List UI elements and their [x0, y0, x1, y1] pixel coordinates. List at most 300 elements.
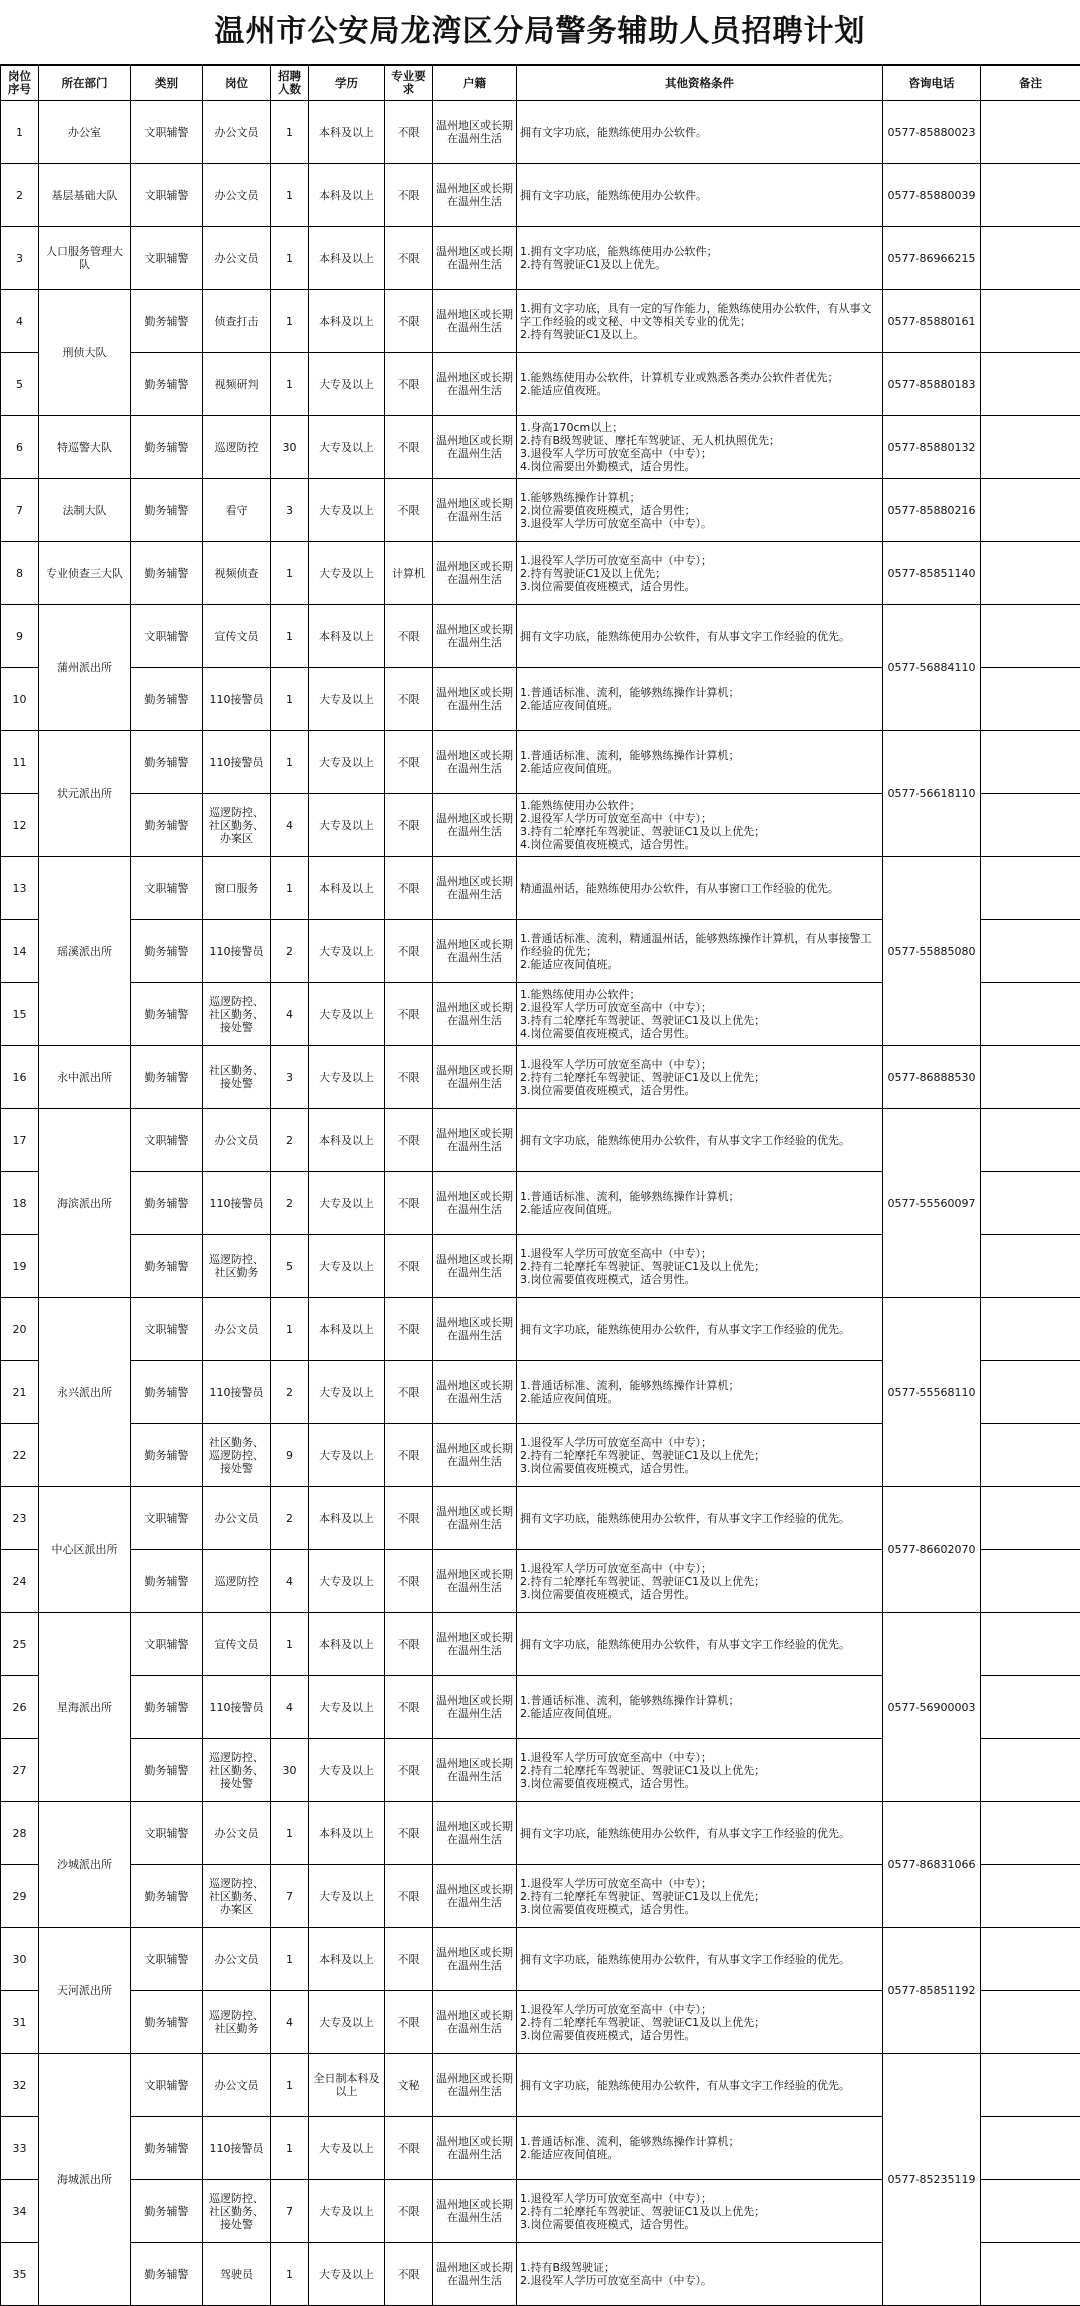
row-major: 不限: [385, 164, 433, 227]
row-post: 办公文员: [203, 1298, 271, 1361]
row-note: [981, 1739, 1080, 1802]
table-row: [1, 1487, 1080, 1550]
row-hukou: 温州地区或长期在温州生活: [433, 2243, 517, 2306]
row-major: 不限: [385, 1298, 433, 1361]
row-edu: 大专及以上: [309, 479, 385, 542]
row-note: [981, 164, 1080, 227]
row-num: 2: [271, 920, 309, 983]
row-major: 不限: [385, 101, 433, 164]
row-post: 110接警员: [203, 1676, 271, 1739]
row-category: 勤务辅警: [131, 1235, 203, 1298]
row-major: 不限: [385, 1676, 433, 1739]
row-seq: 26: [1, 1676, 39, 1739]
row-note: [981, 2180, 1080, 2243]
row-note: [981, 353, 1080, 416]
row-category: 勤务辅警: [131, 1424, 203, 1487]
row-hukou: 温州地区或长期在温州生活: [433, 1487, 517, 1550]
row-edu: 本科及以上: [309, 857, 385, 920]
row-phone: 0577-85880132: [883, 416, 981, 479]
row-num: 9: [271, 1424, 309, 1487]
row-hukou: 温州地区或长期在温州生活: [433, 1172, 517, 1235]
row-note: [981, 1550, 1080, 1613]
row-req: 1.普通话标准、流利，能够熟练操作计算机； 2.能适应夜间值班。: [517, 1172, 883, 1235]
row-seq: 1: [1, 101, 39, 164]
row-req: 1.退役军人学历可放宽至高中（中专）； 2.持有二轮摩托车驾驶证、驾驶证C1及以上优先； 3.岗位需要值夜班模式，适合男性。: [517, 1865, 883, 1928]
row-hukou: 温州地区或长期在温州生活: [433, 1550, 517, 1613]
row-req: 1.拥有文字功底，能熟练使用办公软件； 2.持有驾驶证C1及以上优先。: [517, 227, 883, 290]
row-dept: 海滨派出所: [39, 1109, 131, 1298]
row-num: 4: [271, 1991, 309, 2054]
row-edu: 全日制本科及以上: [309, 2054, 385, 2117]
row-edu: 本科及以上: [309, 227, 385, 290]
row-post: 视频侦查: [203, 542, 271, 605]
row-major: 不限: [385, 1739, 433, 1802]
row-dept: 特巡警大队: [39, 416, 131, 479]
row-edu: 本科及以上: [309, 1802, 385, 1865]
row-dept: 永兴派出所: [39, 1298, 131, 1487]
row-category: 勤务辅警: [131, 1865, 203, 1928]
row-dept: 办公室: [39, 101, 131, 164]
row-post: 110接警员: [203, 2117, 271, 2180]
row-phone: 0577-85880216: [883, 479, 981, 542]
row-post: 110接警员: [203, 920, 271, 983]
row-req: 1.能熟练使用办公软件，计算机专业或熟悉各类办公软件者优先； 2.能适应值夜班。: [517, 353, 883, 416]
row-major: 不限: [385, 290, 433, 353]
row-hukou: 温州地区或长期在温州生活: [433, 920, 517, 983]
row-num: 4: [271, 1676, 309, 1739]
row-num: 1: [271, 1613, 309, 1676]
row-hukou: 温州地区或长期在温州生活: [433, 1424, 517, 1487]
row-seq: 12: [1, 794, 39, 857]
row-note: [981, 1928, 1080, 1991]
row-hukou: 温州地区或长期在温州生活: [433, 1991, 517, 2054]
table-row: [1, 227, 1080, 290]
row-req: 拥有文字功底，能熟练使用办公软件，有从事文字工作经验的优先。: [517, 1298, 883, 1361]
row-hukou: 温州地区或长期在温州生活: [433, 605, 517, 668]
row-phone: 0577-85880039: [883, 164, 981, 227]
row-num: 4: [271, 983, 309, 1046]
row-req: 1.能够熟练操作计算机； 2.岗位需要值夜班模式，适合男性； 3.退役军人学历可放宽至高中（中专）。: [517, 479, 883, 542]
row-edu: 本科及以上: [309, 605, 385, 668]
row-edu: 大专及以上: [309, 731, 385, 794]
row-edu: 大专及以上: [309, 794, 385, 857]
row-post: 办公文员: [203, 227, 271, 290]
row-seq: 24: [1, 1550, 39, 1613]
row-category: 勤务辅警: [131, 2180, 203, 2243]
row-hukou: 温州地区或长期在温州生活: [433, 353, 517, 416]
row-major: 不限: [385, 983, 433, 1046]
row-hukou: 温州地区或长期在温州生活: [433, 1361, 517, 1424]
row-post: 宣传文员: [203, 605, 271, 668]
row-major: 计算机: [385, 542, 433, 605]
row-major: 不限: [385, 857, 433, 920]
row-category: 勤务辅警: [131, 1991, 203, 2054]
row-edu: 大专及以上: [309, 1172, 385, 1235]
header-seq: 岗位序号: [1, 66, 39, 101]
row-note: [981, 1361, 1080, 1424]
row-post: 巡逻防控、社区勤务、接处警: [203, 1739, 271, 1802]
row-edu: 大专及以上: [309, 1550, 385, 1613]
row-post: 办公文员: [203, 2054, 271, 2117]
row-post: 110接警员: [203, 1172, 271, 1235]
row-num: 1: [271, 1298, 309, 1361]
row-post: 巡逻防控、社区勤务、接处警: [203, 2180, 271, 2243]
row-note: [981, 1613, 1080, 1676]
row-num: 1: [271, 101, 309, 164]
row-hukou: 温州地区或长期在温州生活: [433, 479, 517, 542]
header-post: 岗位: [203, 66, 271, 101]
row-post: 办公文员: [203, 101, 271, 164]
row-num: 4: [271, 1550, 309, 1613]
row-major: 不限: [385, 1109, 433, 1172]
row-req: 1.普通话标准、流利，能够熟练操作计算机； 2.能适应夜间值班。: [517, 2117, 883, 2180]
row-hukou: 温州地区或长期在温州生活: [433, 794, 517, 857]
row-note: [981, 1172, 1080, 1235]
row-num: 1: [271, 605, 309, 668]
row-dept: 刑侦大队: [39, 290, 131, 416]
row-phone: 0577-55560097: [883, 1109, 981, 1298]
row-seq: 13: [1, 857, 39, 920]
row-num: 1: [271, 731, 309, 794]
row-post: 办公文员: [203, 1109, 271, 1172]
row-hukou: 温州地区或长期在温州生活: [433, 2180, 517, 2243]
row-hukou: 温州地区或长期在温州生活: [433, 668, 517, 731]
row-phone: 0577-85851192: [883, 1928, 981, 2054]
row-seq: 14: [1, 920, 39, 983]
row-seq: 5: [1, 353, 39, 416]
row-req: 拥有文字功底，能熟练使用办公软件，有从事文字工作经验的优先。: [517, 2054, 883, 2117]
row-seq: 35: [1, 2243, 39, 2306]
row-major: 不限: [385, 1613, 433, 1676]
table-row: [1, 2054, 1080, 2117]
row-hukou: 温州地区或长期在温州生活: [433, 1739, 517, 1802]
row-req: 1.退役军人学历可放宽至高中（中专）； 2.持有二轮摩托车驾驶证、驾驶证C1及以上优先； 3.岗位需要值夜班模式，适合男性。: [517, 1235, 883, 1298]
row-dept: 中心区派出所: [39, 1487, 131, 1613]
row-category: 勤务辅警: [131, 1046, 203, 1109]
row-num: 1: [271, 2054, 309, 2117]
row-num: 30: [271, 416, 309, 479]
row-hukou: 温州地区或长期在温州生活: [433, 731, 517, 794]
header-hukou: 户籍: [433, 66, 517, 101]
row-edu: 大专及以上: [309, 2117, 385, 2180]
row-seq: 9: [1, 605, 39, 668]
row-major: 不限: [385, 605, 433, 668]
row-phone: 0577-85235119: [883, 2054, 981, 2306]
row-major: 不限: [385, 1550, 433, 1613]
row-note: [981, 605, 1080, 668]
row-req: 1.持有B级驾驶证； 2.退役军人学历可放宽至高中（中专）。: [517, 2243, 883, 2306]
row-category: 文职辅警: [131, 1109, 203, 1172]
row-major: 不限: [385, 2180, 433, 2243]
row-phone: 0577-55568110: [883, 1298, 981, 1487]
row-major: 文秘: [385, 2054, 433, 2117]
row-post: 驾驶员: [203, 2243, 271, 2306]
table-row: [1, 1802, 1080, 1865]
table-row: [1, 1298, 1080, 1361]
row-num: 1: [271, 542, 309, 605]
row-post: 110接警员: [203, 668, 271, 731]
row-category: 勤务辅警: [131, 479, 203, 542]
row-edu: 大专及以上: [309, 1424, 385, 1487]
row-note: [981, 1046, 1080, 1109]
row-num: 1: [271, 290, 309, 353]
row-post: 巡逻防控、社区勤务: [203, 1235, 271, 1298]
row-post: 巡逻防控: [203, 1550, 271, 1613]
row-category: 文职辅警: [131, 2054, 203, 2117]
row-post: 社区勤务、接处警: [203, 1046, 271, 1109]
row-note: [981, 1676, 1080, 1739]
header-phone: 咨询电话: [883, 66, 981, 101]
row-dept: 天河派出所: [39, 1928, 131, 2054]
row-num: 4: [271, 794, 309, 857]
row-req: 拥有文字功底，能熟练使用办公软件，有从事文字工作经验的优先。: [517, 1928, 883, 1991]
row-hukou: 温州地区或长期在温州生活: [433, 983, 517, 1046]
table-row: [1, 1928, 1080, 1991]
row-edu: 大专及以上: [309, 542, 385, 605]
row-req: 1.普通话标准、流利，能够熟练操作计算机； 2.能适应夜间值班。: [517, 731, 883, 794]
row-req: 拥有文字功底，能熟练使用办公软件，有从事文字工作经验的优先。: [517, 1109, 883, 1172]
row-note: [981, 290, 1080, 353]
header-category: 类别: [131, 66, 203, 101]
header-major: 专业要求: [385, 66, 433, 101]
header-req: 其他资格条件: [517, 66, 883, 101]
row-category: 勤务辅警: [131, 290, 203, 353]
row-seq: 6: [1, 416, 39, 479]
row-seq: 29: [1, 1865, 39, 1928]
row-num: 2: [271, 1109, 309, 1172]
row-req: 1.退役军人学历可放宽至高中（中专）； 2.持有二轮摩托车驾驶证、驾驶证C1及以上优先； 3.岗位需要值夜班模式，适合男性。: [517, 2180, 883, 2243]
row-seq: 34: [1, 2180, 39, 2243]
row-phone: 0577-55885080: [883, 857, 981, 1046]
row-phone: 0577-85880183: [883, 353, 981, 416]
row-seq: 30: [1, 1928, 39, 1991]
row-req: 1.退役军人学历可放宽至高中（中专）； 2.持有二轮摩托车驾驶证、驾驶证C1及以上优先； 3.岗位需要值夜班模式，适合男性。: [517, 1550, 883, 1613]
row-req: 精通温州话，能熟练使用办公软件，有从事窗口工作经验的优先。: [517, 857, 883, 920]
row-hukou: 温州地区或长期在温州生活: [433, 857, 517, 920]
row-phone: 0577-56618110: [883, 731, 981, 857]
row-edu: 大专及以上: [309, 2243, 385, 2306]
row-note: [981, 1865, 1080, 1928]
row-hukou: 温州地区或长期在温州生活: [433, 416, 517, 479]
row-category: 文职辅警: [131, 605, 203, 668]
row-edu: 本科及以上: [309, 164, 385, 227]
table-row: [1, 1109, 1080, 1172]
row-post: 巡逻防控、社区勤务: [203, 1991, 271, 2054]
row-category: 勤务辅警: [131, 983, 203, 1046]
row-note: [981, 479, 1080, 542]
row-num: 1: [271, 1802, 309, 1865]
row-hukou: 温州地区或长期在温州生活: [433, 1298, 517, 1361]
row-hukou: 温州地区或长期在温州生活: [433, 1802, 517, 1865]
row-major: 不限: [385, 1991, 433, 2054]
row-category: 勤务辅警: [131, 794, 203, 857]
row-req: 1.普通话标准、流利，能够熟练操作计算机； 2.能适应夜间值班。: [517, 1676, 883, 1739]
row-major: 不限: [385, 2117, 433, 2180]
header-row: [1, 66, 1080, 101]
row-seq: 17: [1, 1109, 39, 1172]
row-hukou: 温州地区或长期在温州生活: [433, 1046, 517, 1109]
row-edu: 大专及以上: [309, 416, 385, 479]
row-edu: 大专及以上: [309, 920, 385, 983]
row-edu: 大专及以上: [309, 353, 385, 416]
row-edu: 本科及以上: [309, 1613, 385, 1676]
row-post: 看守: [203, 479, 271, 542]
row-major: 不限: [385, 479, 433, 542]
row-req: 1.能熟练使用办公软件； 2.退役军人学历可放宽至高中（中专）； 3.持有二轮摩托车驾驶证、驾驶证C1及以上优先； 4.岗位需要值夜班模式，适合男性。: [517, 983, 883, 1046]
row-edu: 本科及以上: [309, 1109, 385, 1172]
row-category: 勤务辅警: [131, 668, 203, 731]
row-category: 勤务辅警: [131, 731, 203, 794]
row-dept: 瑶溪派出所: [39, 857, 131, 1046]
row-req: 拥有文字功底，能熟练使用办公软件，有从事文字工作经验的优先。: [517, 1613, 883, 1676]
row-edu: 本科及以上: [309, 290, 385, 353]
table-row: [1, 290, 1080, 353]
row-num: 30: [271, 1739, 309, 1802]
row-num: 2: [271, 1361, 309, 1424]
row-num: 1: [271, 2243, 309, 2306]
row-major: 不限: [385, 2243, 433, 2306]
row-seq: 31: [1, 1991, 39, 2054]
row-major: 不限: [385, 794, 433, 857]
row-note: [981, 794, 1080, 857]
row-dept: 沙城派出所: [39, 1802, 131, 1928]
row-dept: 海城派出所: [39, 2054, 131, 2306]
row-phone: 0577-86966215: [883, 227, 981, 290]
row-seq: 23: [1, 1487, 39, 1550]
row-seq: 32: [1, 2054, 39, 2117]
row-req: 1.能熟练使用办公软件； 2.退役军人学历可放宽至高中（中专）； 3.持有二轮摩托车驾驶证、驾驶证C1及以上优先； 4.岗位需要值夜班模式，适合男性。: [517, 794, 883, 857]
row-category: 勤务辅警: [131, 1550, 203, 1613]
row-category: 勤务辅警: [131, 1361, 203, 1424]
row-category: 勤务辅警: [131, 416, 203, 479]
row-hukou: 温州地区或长期在温州生活: [433, 2117, 517, 2180]
row-edu: 大专及以上: [309, 1865, 385, 1928]
row-edu: 大专及以上: [309, 1046, 385, 1109]
row-seq: 21: [1, 1361, 39, 1424]
row-phone: 0577-86831066: [883, 1802, 981, 1928]
row-hukou: 温州地区或长期在温州生活: [433, 227, 517, 290]
row-note: [981, 1298, 1080, 1361]
row-category: 文职辅警: [131, 227, 203, 290]
row-post: 巡逻防控: [203, 416, 271, 479]
row-req: 拥有文字功底，能熟练使用办公软件，有从事文字工作经验的优先。: [517, 1802, 883, 1865]
row-num: 1: [271, 2117, 309, 2180]
row-note: [981, 2117, 1080, 2180]
row-category: 勤务辅警: [131, 2243, 203, 2306]
row-seq: 3: [1, 227, 39, 290]
row-dept: 人口服务管理大队: [39, 227, 131, 290]
row-note: [981, 1109, 1080, 1172]
row-note: [981, 1487, 1080, 1550]
row-major: 不限: [385, 668, 433, 731]
row-major: 不限: [385, 1046, 433, 1109]
row-post: 办公文员: [203, 1928, 271, 1991]
header-edu: 学历: [309, 66, 385, 101]
row-category: 勤务辅警: [131, 920, 203, 983]
row-req: 1.普通话标准、流利，能够熟练操作计算机； 2.能适应夜间值班。: [517, 1361, 883, 1424]
row-seq: 11: [1, 731, 39, 794]
table-row: [1, 605, 1080, 668]
row-dept: 专业侦查三大队: [39, 542, 131, 605]
row-edu: 大专及以上: [309, 1361, 385, 1424]
row-num: 3: [271, 1046, 309, 1109]
row-seq: 28: [1, 1802, 39, 1865]
row-hukou: 温州地区或长期在温州生活: [433, 542, 517, 605]
row-req: 1.退役军人学历可放宽至高中（中专）； 2.持有二轮摩托车驾驶证、驾驶证C1及以上优先； 3.岗位需要值夜班模式，适合男性。: [517, 1739, 883, 1802]
row-seq: 15: [1, 983, 39, 1046]
row-note: [981, 101, 1080, 164]
row-seq: 10: [1, 668, 39, 731]
row-edu: 大专及以上: [309, 1676, 385, 1739]
table-row: [1, 101, 1080, 164]
table-row: [1, 416, 1080, 479]
row-num: 1: [271, 164, 309, 227]
row-post: 侦查打击: [203, 290, 271, 353]
row-note: [981, 1802, 1080, 1865]
row-edu: 本科及以上: [309, 1487, 385, 1550]
row-hukou: 温州地区或长期在温州生活: [433, 1613, 517, 1676]
row-seq: 27: [1, 1739, 39, 1802]
row-req: 拥有文字功底，能熟练使用办公软件。: [517, 101, 883, 164]
table-row: [1, 353, 1080, 416]
row-post: 宣传文员: [203, 1613, 271, 1676]
row-hukou: 温州地区或长期在温州生活: [433, 164, 517, 227]
row-hukou: 温州地区或长期在温州生活: [433, 101, 517, 164]
row-category: 文职辅警: [131, 1613, 203, 1676]
table-body: [1, 101, 1080, 2306]
row-hukou: 温州地区或长期在温州生活: [433, 1928, 517, 1991]
row-major: 不限: [385, 1172, 433, 1235]
row-major: 不限: [385, 731, 433, 794]
row-hukou: 温州地区或长期在温州生活: [433, 1235, 517, 1298]
row-edu: 本科及以上: [309, 101, 385, 164]
row-hukou: 温州地区或长期在温州生活: [433, 1676, 517, 1739]
row-post: 办公文员: [203, 164, 271, 227]
row-phone: 0577-56884110: [883, 605, 981, 731]
row-note: [981, 1991, 1080, 2054]
row-hukou: 温州地区或长期在温州生活: [433, 1865, 517, 1928]
row-phone: 0577-56900003: [883, 1613, 981, 1802]
row-seq: 19: [1, 1235, 39, 1298]
page-title: 温州市公安局龙湾区分局警务辅助人员招聘计划: [0, 0, 1080, 65]
row-edu: 本科及以上: [309, 1298, 385, 1361]
header-note: 备注: [981, 66, 1080, 101]
recruitment-table: [0, 65, 1080, 2306]
row-major: 不限: [385, 416, 433, 479]
row-dept: 星海派出所: [39, 1613, 131, 1802]
row-edu: 大专及以上: [309, 1235, 385, 1298]
table-row: [1, 857, 1080, 920]
row-seq: 8: [1, 542, 39, 605]
row-note: [981, 1235, 1080, 1298]
header-num: 招聘人数: [271, 66, 309, 101]
row-post: 巡逻防控、社区勤务、办案区: [203, 1865, 271, 1928]
row-num: 3: [271, 479, 309, 542]
row-num: 1: [271, 668, 309, 731]
row-edu: 大专及以上: [309, 2180, 385, 2243]
table-row: [1, 479, 1080, 542]
row-note: [981, 857, 1080, 920]
row-seq: 4: [1, 290, 39, 353]
row-req: 1.退役军人学历可放宽至高中（中专）； 2.持有二轮摩托车驾驶证、驾驶证C1及以上优先； 3.岗位需要值夜班模式，适合男性。: [517, 1424, 883, 1487]
row-category: 文职辅警: [131, 1487, 203, 1550]
row-req: 拥有文字功底，能熟练使用办公软件，有从事文字工作经验的优先。: [517, 605, 883, 668]
table-row: [1, 1613, 1080, 1676]
row-req: 1.退役军人学历可放宽至高中（中专）； 2.持有二轮摩托车驾驶证、驾驶证C1及以上优先； 3.岗位需要值夜班模式，适合男性。: [517, 1991, 883, 2054]
row-edu: 本科及以上: [309, 1928, 385, 1991]
row-edu: 大专及以上: [309, 983, 385, 1046]
row-note: [981, 2243, 1080, 2306]
